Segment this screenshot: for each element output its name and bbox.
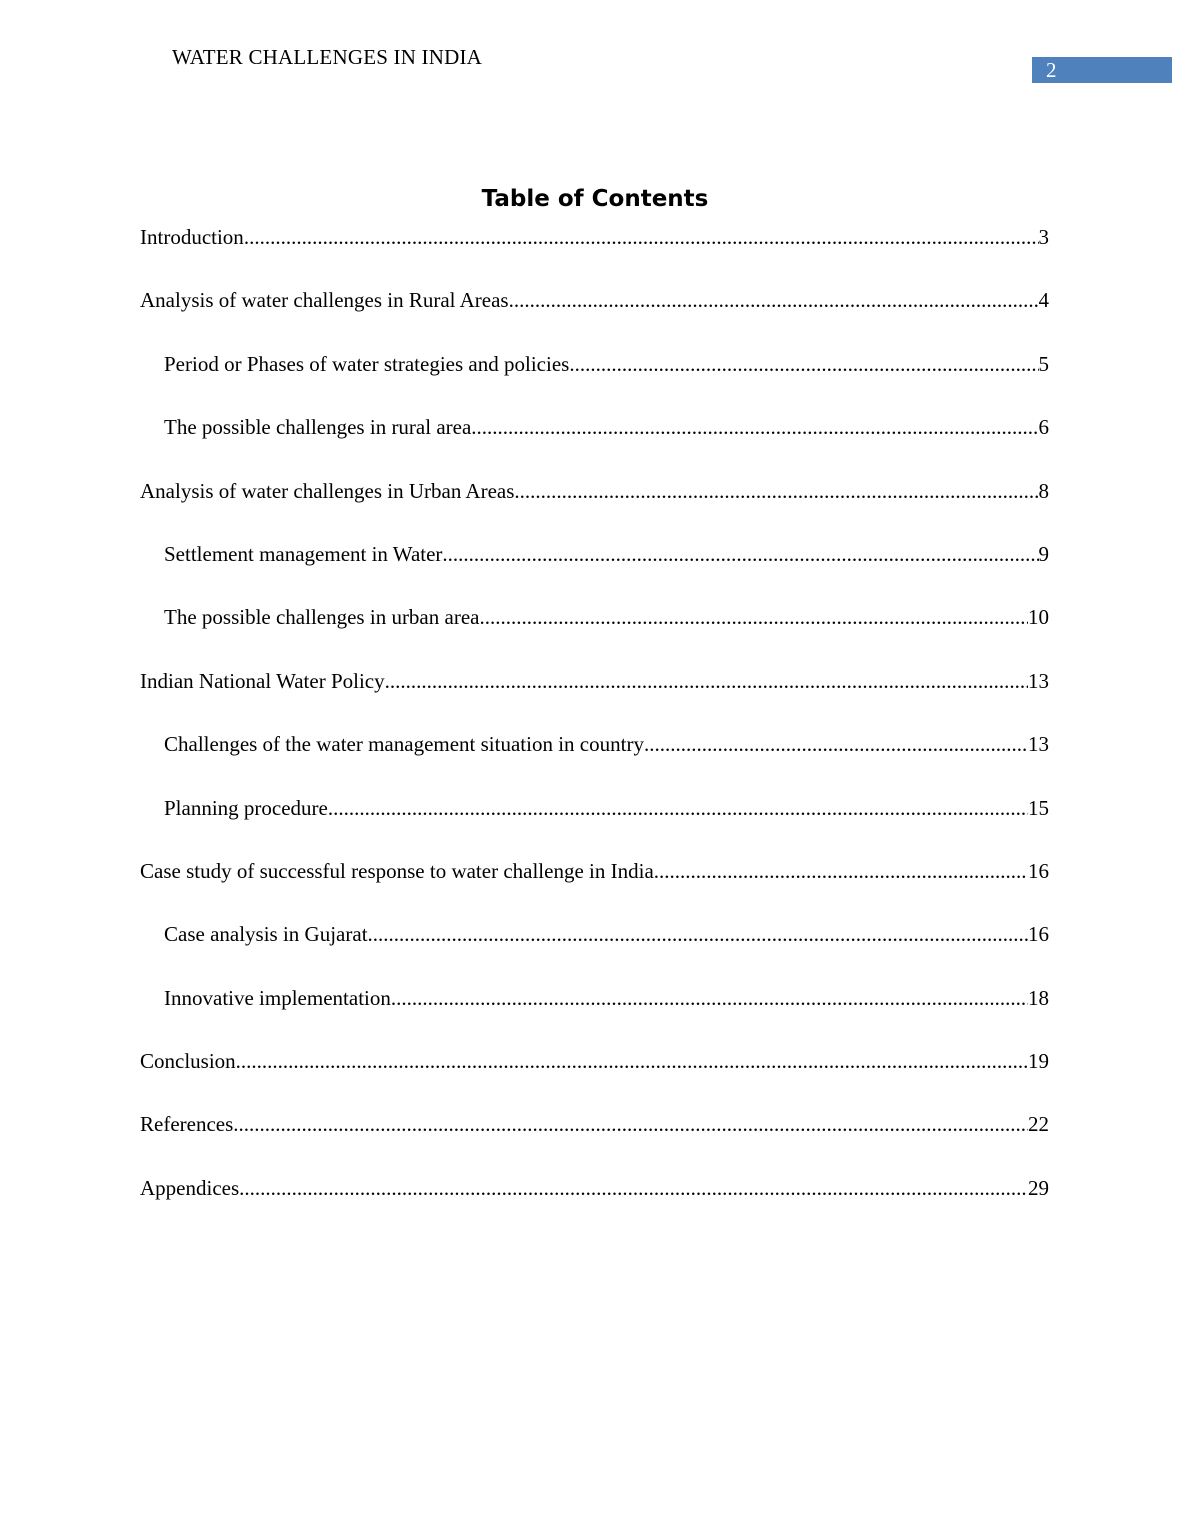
toc-entry-management-challenges[interactable] (140, 730, 1049, 793)
toc-entry-case-study[interactable] (140, 857, 1049, 920)
toc-entry-rural-analysis[interactable] (140, 286, 1049, 349)
running-head: WATER CHALLENGES IN INDIA (172, 45, 483, 69)
dot-leader (391, 984, 1028, 1012)
toc-entry-page: 8 (1038, 478, 1049, 503)
toc-entry-page: 9 (1038, 541, 1049, 566)
toc-entry-label: Analysis of water challenges in Urban Areas (140, 478, 515, 503)
toc-entry-page: 3 (1038, 225, 1049, 249)
toc-entry-label: Analysis of water challenges in Rural Areas (140, 288, 509, 313)
toc-entry-page: 16 (1028, 858, 1049, 883)
toc-entry-page: 22 (1028, 1112, 1049, 1137)
dot-leader (514, 477, 1038, 505)
toc-entry-gujarat[interactable] (140, 920, 1049, 983)
toc-entry-settlement[interactable] (140, 540, 1049, 603)
toc-entry-phases[interactable] (140, 350, 1049, 413)
toc-entry-label: Period or Phases of water strategies and policies (164, 351, 570, 376)
dot-leader (569, 350, 1038, 378)
toc-entry-planning[interactable] (140, 794, 1049, 857)
dot-leader (368, 920, 1028, 948)
toc-entry-label: Challenges of the water management situation in country (164, 732, 644, 757)
toc-entry-national-policy[interactable] (140, 667, 1049, 730)
dot-leader (244, 223, 1039, 251)
dot-leader (644, 730, 1028, 758)
toc-entry-label: The possible challenges in urban area (164, 605, 480, 630)
dot-leader (385, 667, 1028, 695)
toc-entry-page: 13 (1028, 668, 1049, 693)
toc-entry-label: References (140, 1112, 234, 1137)
dot-leader (479, 603, 1028, 631)
toc-entry-page: 29 (1028, 1175, 1049, 1200)
toc-entry-page: 6 (1038, 415, 1049, 440)
toc-entry-label: The possible challenges in rural area (164, 415, 472, 440)
toc-entry-page: 10 (1028, 605, 1049, 630)
toc-entry-page: 16 (1028, 922, 1049, 947)
dot-leader (442, 540, 1038, 568)
toc-entry-references[interactable] (140, 1110, 1049, 1173)
toc-entry-innovative[interactable] (140, 984, 1049, 1047)
toc-entry-label: Indian National Water Policy (140, 668, 385, 693)
page-number-badge: 2 (1032, 57, 1172, 83)
toc-entry-appendices[interactable] (140, 1174, 1049, 1237)
toc-list (140, 223, 1049, 1237)
toc-entry-page: 13 (1028, 732, 1049, 757)
toc-entry-urban-challenges[interactable] (140, 603, 1049, 666)
toc-title: Table of Contents (481, 186, 709, 212)
toc-entry-label: Case analysis in Gujarat (164, 922, 368, 947)
toc-entry-page: 4 (1038, 288, 1049, 313)
toc-entry-label: Case study of successful response to water challenge in India (140, 858, 654, 883)
toc-entry-rural-challenges[interactable] (140, 413, 1049, 476)
toc-entry-page: 15 (1028, 795, 1049, 820)
toc-entry-page: 18 (1028, 985, 1049, 1010)
toc-entry-label: Settlement management in Water (164, 541, 443, 566)
toc-entry-page: 5 (1038, 351, 1049, 376)
toc-entry-page: 19 (1028, 1049, 1049, 1074)
toc-entry-label: Conclusion (140, 1049, 236, 1074)
toc-entry-label: Innovative implementation (164, 985, 391, 1010)
toc-entry-label: Planning procedure (164, 795, 328, 820)
dot-leader (233, 1110, 1028, 1138)
dot-leader (328, 794, 1028, 822)
toc-entry-label: Appendices (140, 1175, 240, 1200)
dot-leader (239, 1174, 1028, 1202)
dot-leader (654, 857, 1028, 885)
toc-entry-urban-analysis[interactable] (140, 477, 1049, 540)
dot-leader (236, 1047, 1028, 1075)
dot-leader (471, 413, 1038, 441)
dot-leader (509, 286, 1039, 314)
toc-entry-label: Introduction (140, 225, 244, 249)
toc-entry-conclusion[interactable] (140, 1047, 1049, 1110)
toc-entry-introduction[interactable] (140, 223, 1049, 286)
